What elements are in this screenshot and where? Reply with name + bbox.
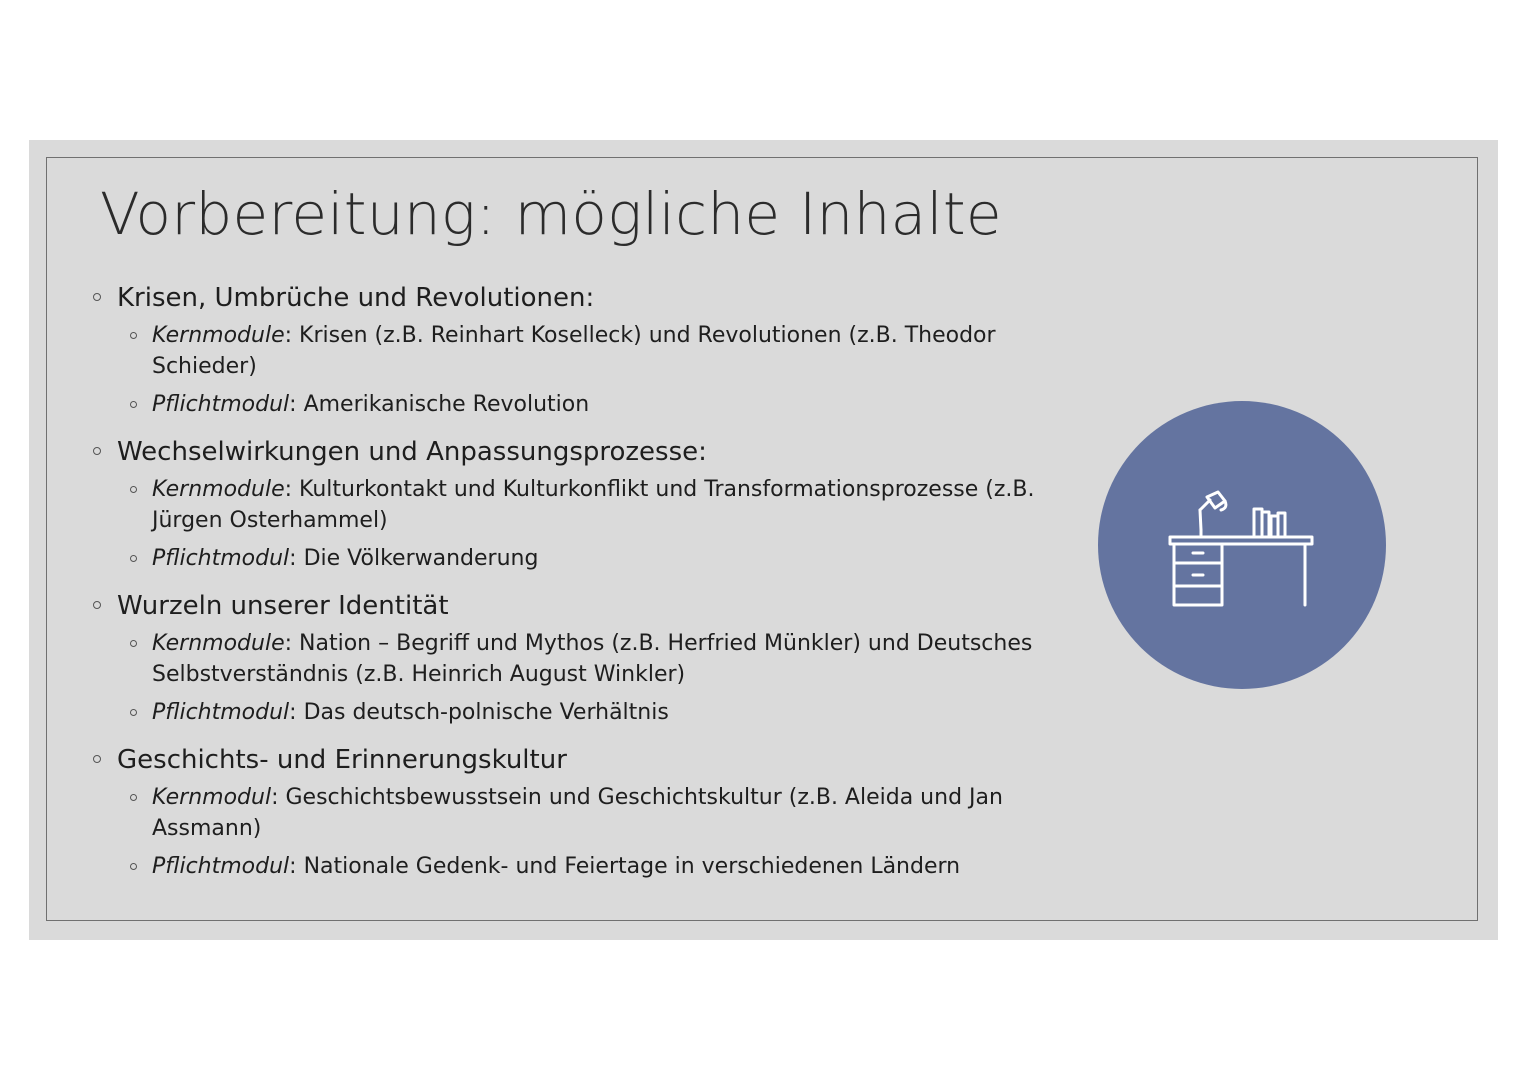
sub-item-pflichtmodul bbox=[117, 851, 1052, 882]
module-type: Kernmodule bbox=[152, 323, 285, 348]
sub-list bbox=[117, 782, 1052, 882]
topic-wurzeln bbox=[92, 586, 1052, 728]
sub-list bbox=[117, 320, 1052, 420]
topic-list bbox=[92, 278, 1052, 882]
bullet-icon bbox=[130, 863, 137, 870]
slide-background bbox=[29, 140, 1498, 940]
module-description: : Nationale Gedenk- und Feiertage in verschiedenen Ländern bbox=[289, 854, 961, 879]
sub-item-pflichtmodul bbox=[117, 389, 1052, 420]
topic-geschichtskultur bbox=[92, 740, 1052, 882]
topic-label: Wechselwirkungen und Anpassungsprozesse: bbox=[117, 437, 707, 467]
bullet-icon bbox=[93, 293, 101, 301]
slide-frame bbox=[46, 157, 1478, 921]
sub-item-kernmodule bbox=[117, 474, 1052, 536]
sub-item-pflichtmodul bbox=[117, 543, 1052, 574]
slide-content bbox=[92, 278, 1052, 894]
topic-label: Geschichts- und Erinnerungskultur bbox=[117, 745, 567, 775]
bullet-icon bbox=[130, 332, 137, 339]
module-type: Pflichtmodul bbox=[152, 392, 290, 417]
sub-item-kernmodul bbox=[117, 782, 1052, 844]
desk-icon bbox=[1097, 400, 1387, 690]
module-type: Kernmodule bbox=[152, 631, 285, 656]
sub-list bbox=[117, 474, 1052, 574]
module-type: Pflichtmodul bbox=[152, 700, 290, 725]
slide-title: Vorbereitung: mögliche Inhalte bbox=[100, 180, 1002, 248]
bullet-icon bbox=[130, 709, 137, 716]
desk-illustration bbox=[1097, 400, 1387, 690]
sub-item-pflichtmodul bbox=[117, 697, 1052, 728]
sub-item-kernmodule bbox=[117, 628, 1052, 690]
module-description: : Das deutsch-polnische Verhältnis bbox=[289, 700, 669, 725]
module-description: : Krisen (z.B. Reinhart Koselleck) und Revolutionen (z.B. Theodor Schieder) bbox=[152, 323, 996, 379]
topic-krisen bbox=[92, 278, 1052, 420]
module-type: Kernmodul bbox=[152, 785, 272, 810]
module-description: : Amerikanische Revolution bbox=[289, 392, 590, 417]
module-description: : Kulturkontakt und Kulturkonflikt und Transformationsprozesse (z.B. Jürgen Osterhammel) bbox=[152, 477, 1035, 533]
bullet-icon bbox=[130, 555, 137, 562]
topic-label: Krisen, Umbrüche und Revolutionen: bbox=[117, 283, 595, 313]
bullet-icon bbox=[130, 486, 137, 493]
sub-item-kernmodule bbox=[117, 320, 1052, 382]
bullet-icon bbox=[93, 447, 101, 455]
bullet-icon bbox=[130, 794, 137, 801]
bullet-icon bbox=[130, 640, 137, 647]
bullet-icon bbox=[130, 401, 137, 408]
sub-list bbox=[117, 628, 1052, 728]
module-type: Pflichtmodul bbox=[152, 546, 290, 571]
module-description: : Die Völkerwanderung bbox=[289, 546, 539, 571]
module-description: : Nation – Begriff und Mythos (z.B. Herfried Münkler) und Deutsches Selbstverständnis (z.B. Heinrich August Winkler) bbox=[152, 631, 1033, 687]
bullet-icon bbox=[93, 755, 101, 763]
module-type: Pflichtmodul bbox=[152, 854, 290, 879]
module-type: Kernmodule bbox=[152, 477, 285, 502]
bullet-icon bbox=[93, 601, 101, 609]
topic-wechselwirkungen bbox=[92, 432, 1052, 574]
topic-label: Wurzeln unserer Identität bbox=[117, 591, 449, 621]
module-description: : Geschichtsbewusstsein und Geschichtskultur (z.B. Aleida und Jan Assmann) bbox=[152, 785, 1003, 841]
